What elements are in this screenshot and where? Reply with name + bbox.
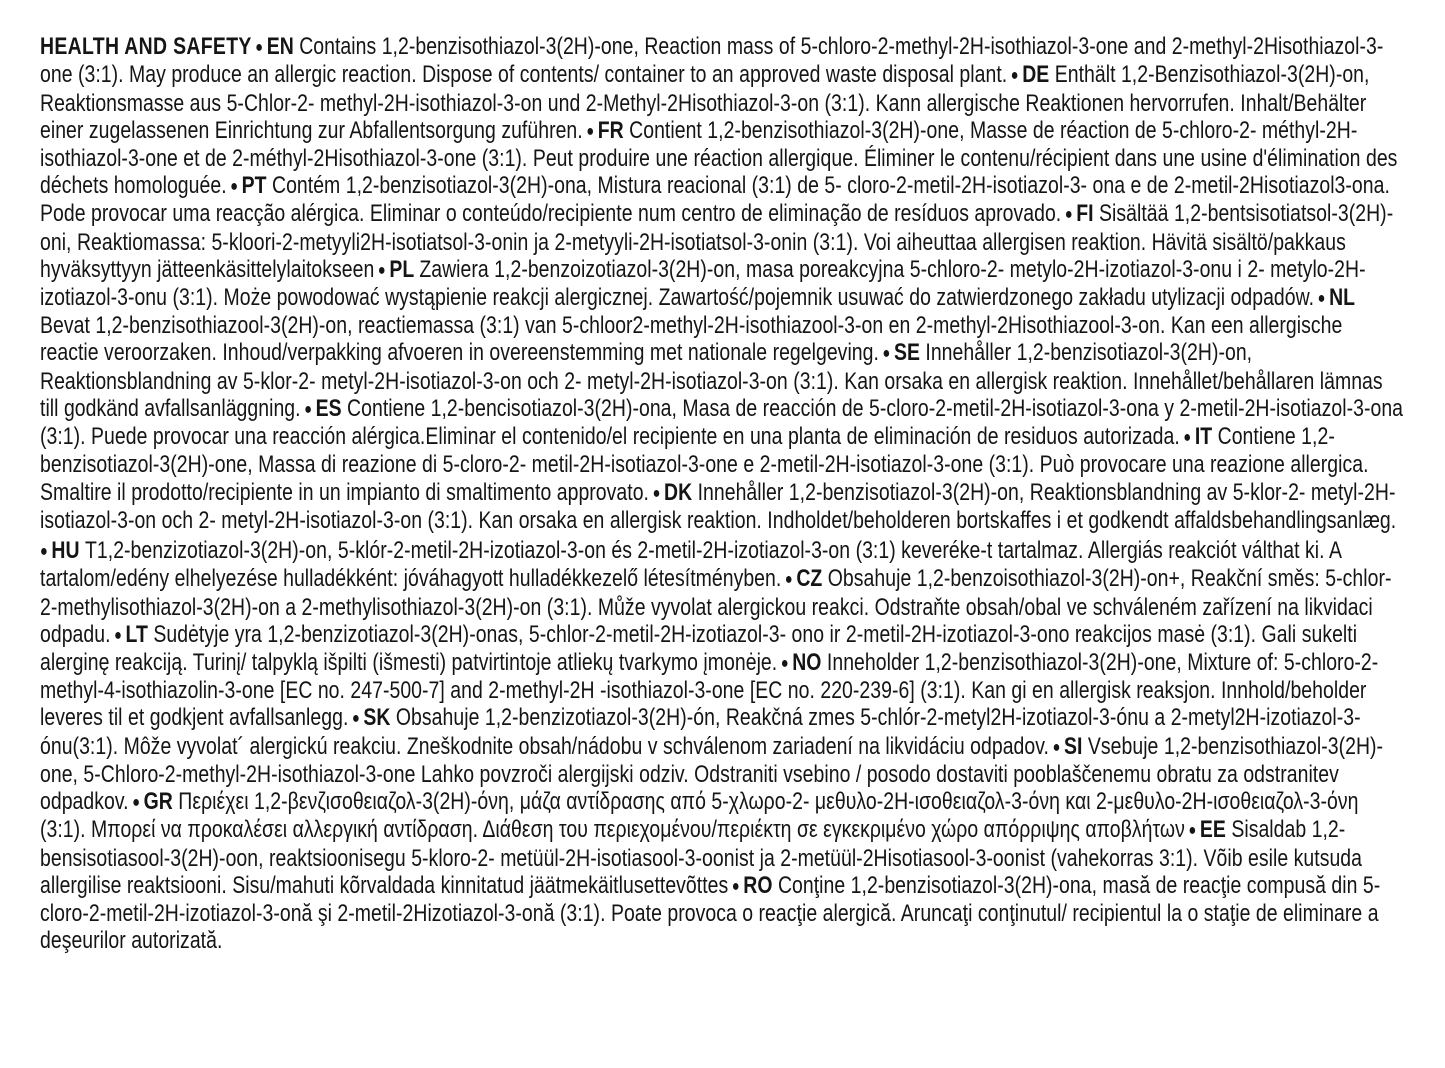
lang-text-nl: Bevat 1,2-benzisothiazool-3(2H)-on, reactiemassa (3:1) van 5-chloor2-methyl-2H-isothiazool-3-on en 2-methyl-2Hisothiazool-3-on. Kan een allergische reactie veroorzaken. Inhoud/verpakking afvoeren in overeenstemming met nationale regelgeving. (40, 312, 1343, 367)
lang-code-de: DE (1022, 61, 1055, 89)
lang-text-de: Enthält 1,2-Benzisothiazol-3(2H)-on, Reaktionsmasse aus 5-Chlor-2- methyl-2H-isothiazol-3-on und 2-Methyl-2Hisothiazol-3-on (3:1). Kann allergische Reaktionen hervorrufen. Inhalt/Behälter einer zugelassenen Einrichtung zur Abfallentsorgung zuführen. (40, 61, 1370, 144)
page-title: HEALTH AND SAFETY (40, 33, 252, 60)
lang-code-pt: PT (241, 172, 272, 200)
lang-text-fr: Contient 1,2-benzisothiazol-3(2H)-one, Masse de réaction de 5-chloro-2- méthyl-2H-isothiazol-3-one et de 2-méthyl-2Hisothiazol-3-one (3:1). Peut produire une réaction allergique. Éliminer le contenu/récipient dans une usine d'élimination des déchets homologuée. (40, 116, 1398, 200)
bullet-separator-icon: ● (1179, 428, 1195, 447)
lang-code-ee: EE (1199, 816, 1232, 844)
lang-code-sk: SK (363, 704, 396, 732)
lang-text-si: Vsebuje 1,2-benzisothiazol-3(2H)-one, 5-Chloro-2-methyl-2H-isothiazol-3-one Lahko povzroči alergijski odziv. Odstraniti vsebino / posodo dostaviti pooblaščenemu obratu za odstranitev odpadkov. (40, 732, 1384, 816)
lang-text-ro: Conţine 1,2-benzisotiazol-3(2H)-ona, masă de reacţie compusă din 5- cloro-2-metil-2H-izotiazol-3-onă şi 2-metil-2Hizotiazol-3-onă (3:1). Poate provoca o reacţie alergică. Aruncaţi conţinutul/ recipientul la o staţie de eliminare a deşeurilor autorizată. (40, 871, 1381, 955)
bullet-separator-icon: ● (110, 625, 126, 644)
lang-code-hu: HU (51, 537, 85, 565)
bullet-separator-icon: ● (374, 260, 390, 279)
lang-text-lt: Sudėtyje yra 1,2-benzizotiazol-3(2H)-onas, 5-chlor-2-metil-2H-izotiazol-3- ono ir 2-metil-2H-izotiazol-3-ono reakcijos masė (3:1). Gali sukelti alerginę reakciją. Turinį/ talpyklą išpilti (išmesti) patvirtintoje atliekų tvarkymo įmonėje. (40, 620, 1358, 676)
lang-code-cz: CZ (796, 565, 828, 593)
lang-code-fr: FR (597, 116, 630, 144)
bullet-separator-icon: ● (582, 121, 598, 140)
bullet-separator-icon: ● (777, 654, 793, 673)
bullet-separator-icon: ● (40, 542, 52, 561)
lang-code-lt: LT (125, 620, 154, 648)
bullet-separator-icon: ● (878, 344, 894, 363)
lang-text-en: Contains 1,2-benzisothiazol-3(2H)-one, Reaction mass of 5-chloro-2-methyl-2H-isothiazol-3-one and 2-methyl-2Hisothiazol-3-one (3:1). May produce an allergic reaction. Dispose of contents/ container to an approved waste disposal plant. (40, 33, 1384, 89)
lang-code-gr: GR (143, 788, 179, 816)
bullet-separator-icon: ● (226, 177, 242, 196)
bullet-separator-icon: ● (128, 793, 144, 812)
lang-text-dk: Innehåller 1,2-benzisotiazol-3(2H)-on, Reaktionsblandning av 5-klor-2- metyl-2H-isotiazol-3-on och 2- metyl-2H-isotiazol-3-on (3:1). Kan orsaka en allergisk reaktion. Indholdet/beholderen bortskaffes i et godkendt affaldsbehandlingsanlæg. (40, 478, 1397, 534)
bullet-separator-icon: ● (251, 38, 267, 57)
lang-code-dk: DK (663, 478, 698, 506)
lang-text-fi: Sisältää 1,2-bentsisotiatsol-3(2H)-oni, Reaktiomassa: 5-kloori-2-metyyli2H-isotiatsol-3-onin ja 2-metyyli-2H-isotiatsol-3-onin (3:1). Voi aiheuttaa allergisen reaktion. Hävitä sisältö/pakkaus hyväksyttyyn jätteenkäsittelylaitokseen (40, 200, 1394, 283)
lang-text-ee: Sisaldab 1,2-bensisotiasool-3(2H)-oon, reaktsioonisegu 5-kloro-2- metüül-2H-isotiasool-3-oonist ja 2-metüül-2Hisotiasool-3-oonist (vahekorras 3:1). Võib esile kutsuda allergilise reaktsiooni. Sisu/mahuti kõrvaldada kinnitatud jäätmekäitlusettevõttes (40, 816, 1363, 899)
lang-text-no: Inneholder 1,2-benzisothiazol-3(2H)-one, Mixture of: 5-chloro-2-methyl-4-isothiazolin-3-one [EC no. 247-500-7] and 2-methyl-2H -isothiazol-3-one [EC no. 220-239-6] (3:1). Kan gi en allergisk reaksjon. Innhold/beholder leveres til et godkjent avfallsanlegg. (40, 648, 1379, 732)
condensed-text-wrap (40, 33, 1412, 954)
lang-text-it: Contiene 1,2-benzisotiazol-3(2H)-one, Massa di reazione di 5-cloro-2- metil-2H-isotiazol-3-one e 2-metil-2H-isotiazol-3-one (3:1). Può provocare una reazione allergica. Smaltire il prodotto/recipiente in un impianto di smaltimento approvato. (40, 423, 1369, 506)
lang-code-no: NO (792, 648, 827, 676)
lang-code-pl: PL (389, 255, 420, 283)
lang-text-pt: Contém 1,2-benzisotiazol-3(2H)-ona, Mistura reacional (3:1) de 5- cloro-2-metil-2H-isotiazol-3- ona e de 2-metil-2Hisotiazol3-ona. Pode provocar uma reacção alérgica. Eliminar o conteúdo/recipiente num centro de eliminação de resíduos aprovado. (40, 172, 1390, 228)
bullet-separator-icon: ● (649, 483, 664, 502)
lang-code-en: EN (266, 33, 300, 60)
bullet-separator-icon: ● (781, 570, 797, 589)
lang-code-si: SI (1063, 732, 1088, 760)
lang-text-pl: Zawiera 1,2-benzoizotiazol-3(2H)-on, masa poreakcyjna 5-chloro-2- metylo-2H-izotiazol-3-onu i 2- metylo-2H-izotiazol-3-onu (3:1). Może powodować wystąpienie reakcji alergicznej. Zawartość/pojemnik usuwać do zatwierdzonego zakładu utylizacji odpadów. (40, 255, 1366, 312)
bullet-separator-icon: ● (1184, 821, 1200, 840)
bullet-separator-icon: ● (1007, 66, 1023, 85)
bullet-separator-icon: ● (300, 400, 316, 419)
language-entries (40, 33, 1403, 954)
lang-code-se: SE (893, 339, 926, 367)
lang-code-nl: NL (1329, 284, 1355, 312)
bullet-separator-icon: ● (348, 709, 364, 728)
lang-code-es: ES (315, 394, 348, 422)
lang-text-cz: Obsahuje 1,2-benzoisothiazol-3(2H)-on+, Reakční směs: 5-chlor-2-methylisothiazol-3(2H)-on a 2-methylisothiazol-3(2H)-on (3:1). Může vyvolat alergickou reakci. Odstraňte obsah/obal ve schváleném zařízení na likvidaci odpadu. (40, 565, 1392, 648)
bullet-separator-icon: ● (1061, 205, 1077, 224)
bullet-separator-icon: ● (1314, 289, 1330, 308)
safety-text-paragraph (40, 33, 1412, 954)
lang-code-ro: RO (743, 871, 778, 899)
bullet-separator-icon: ● (1049, 737, 1064, 756)
bullet-separator-icon: ● (728, 876, 744, 895)
lang-text-es: Contiene 1,2-bencisotiazol-3(2H)-ona, Masa de reacción de 5-cloro-2-metil-2H-isotiazol-3-ona y 2-metil-2H-isotiazol-3-ona (3:1). Puede provocar una reacción alérgica.Eliminar el contenido/el recipiente en una planta de eliminación de residuos autorizada. (40, 394, 1404, 451)
lang-code-it: IT (1194, 423, 1218, 451)
lang-text-gr: Περιέχει 1,2-βενζισοθειαζολ-3(2H)-όνη, μάζα αντίδρασης από 5-χλωρο-2- μεθυλο-2Η-ισοθειαζολ-3-όνη και 2-μεθυλο-2Η-ισοθειαζολ-3-όνη (3:1). Μπορεί να προκαλέσει αλλεργική αντίδραση. Διάθεση του περιεχομένου/περιέκτη σε εγκεκριμένο χώρο απόρριψης αποβλήτων (40, 788, 1359, 844)
lang-text-hu: T1,2-benzizotiazol-3(2H)-on, 5-klór-2-metil-2H-izotiazol-3-on és 2-metil-2H-izotiazol-3-on (3:1) keveréke-t tartalmaz. Allergiás reakciót válthat ki. A tartalom/edény elhelyezése hulladékként: jóváhagyott hulladékkezelő létesítményben. (40, 537, 1341, 593)
lang-text-sk: Obsahuje 1,2-benzizotiazol-3(2H)-ón, Reakčná zmes 5-chlór-2-metyl2H-izotiazol-3-ónu a 2-metyl2H-izotiazol-3-ónu(3:1). Môže vyvolat´ alergickú reakciu. Zneškodnite obsah/nádobu v schválenom zariadení na likvidáciu odpadov. (40, 704, 1361, 760)
lang-code-fi: FI (1076, 200, 1100, 228)
lang-text-se: Innehåller 1,2-benzisotiazol-3(2H)-on, Reaktionsblandning av 5-klor-2- metyl-2H-isotiazol-3-on och 2- metyl-2H-isotiazol-3-on (3:1). Kan orsaka en allergisk reaktion. Innehållet/behållaren lämnas till godkänd avfallsanläggning. (40, 339, 1383, 422)
